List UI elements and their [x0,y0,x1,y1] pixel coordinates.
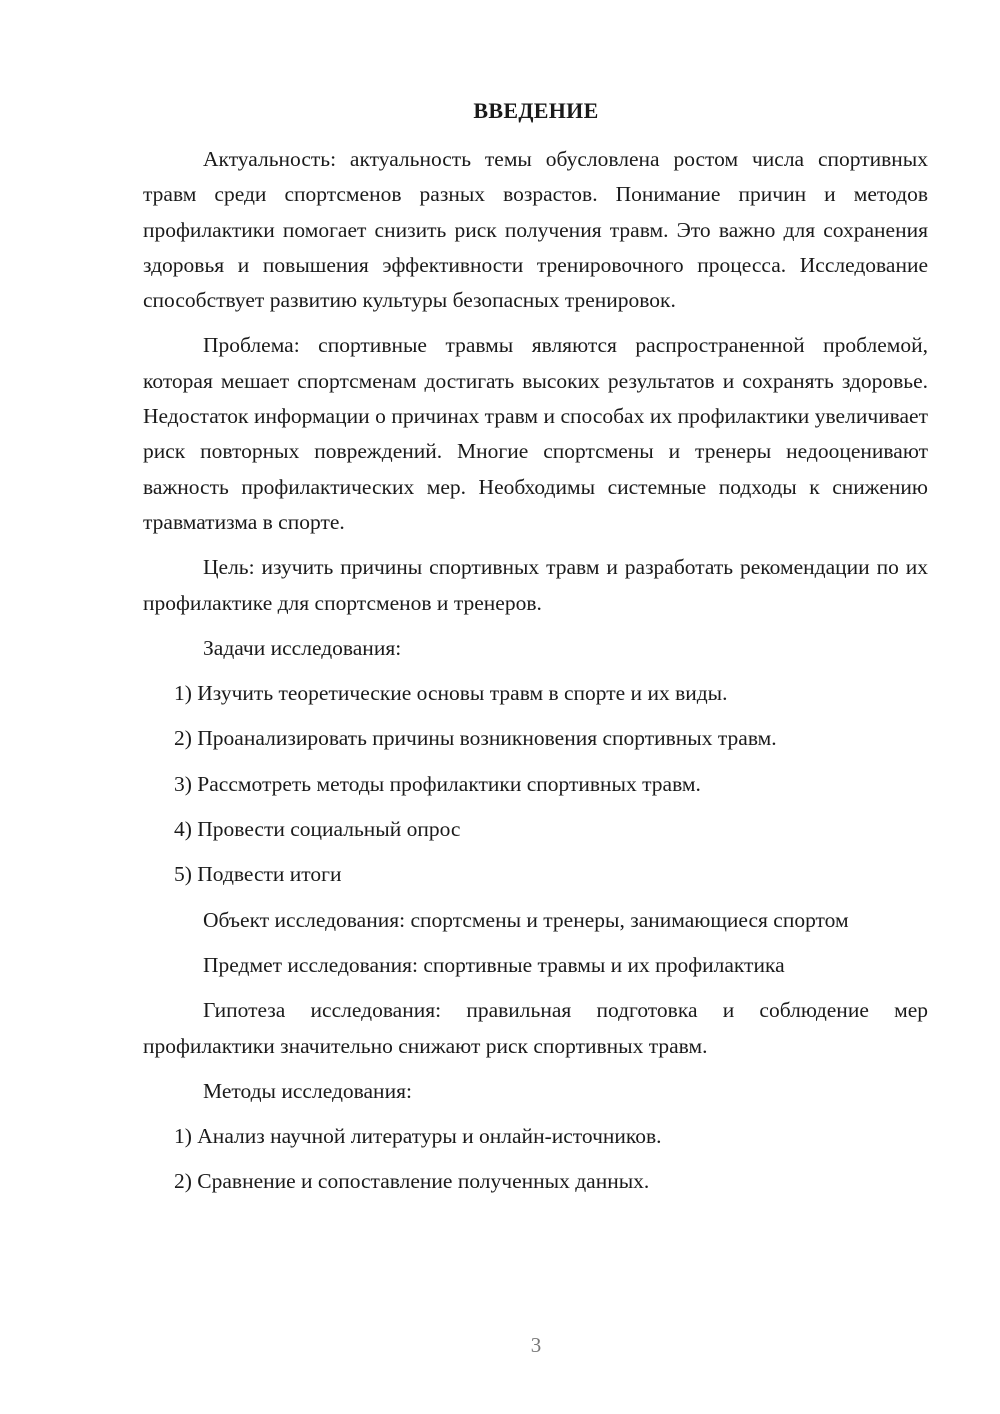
tasks-heading: Задачи исследования: [203,635,402,660]
document-body [143,142,928,1210]
task-item: 1) Изучить теоретические основы травм в спорте и их виды. [174,681,728,706]
task-item: 2) Проанализировать причины возникновения спортивных травм. [174,726,777,751]
subject-paragraph: Предмет исследования: спортивные травмы и их профилактика [203,952,785,977]
method-item: 1) Анализ научной литературы и онлайн-источников. [174,1124,662,1149]
method-item: 2) Сравнение и сопоставление полученных данных. [174,1169,650,1194]
goal-paragraph: Цель: изучить причины спортивных травм и разработать рекомендации по их профилактике для спортсменов и тренеров. [143,555,928,615]
relevance-paragraph: Актуальность: актуальность темы обусловлена ростом числа спортивных травм среди спортсменов разных возрастов. Понимание причин и методов профилактики помогает снизить риск получения травм. Это важно для сохранения здоровья и повышения эффективности тренировочного процесса. Исследование способствует развитию культуры безопасных тренировок. [143,147,928,313]
methods-heading: Методы исследования: [203,1078,412,1103]
page-number: 3 [530,1333,542,1357]
task-item: 3) Рассмотреть методы профилактики спортивных травм. [174,771,701,796]
object-paragraph: Объект исследования: спортсмены и тренеры, занимающиеся спортом [203,907,849,932]
task-item: 4) Провести социальный опрос [174,817,461,842]
problem-paragraph: Проблема: спортивные травмы являются распространенной проблемой, которая мешает спортсменам достигать высоких результатов и сохранять здоровье. Недостаток информации о причинах травм и способах их профилактики увеличивает риск повторных повреждений. Многие спортсмены и тренеры недооценивают важность профилактических мер. Необходимы системные подходы к снижению травматизма в спорте. [143,333,928,534]
hypothesis-paragraph: Гипотеза исследования: правильная подготовка и соблюдение мер профилактики значительно снижают риск спортивных травм. [143,998,928,1058]
task-item: 5) Подвести итоги [174,862,342,887]
page-title: ВВЕДЕНИЕ [473,98,599,123]
